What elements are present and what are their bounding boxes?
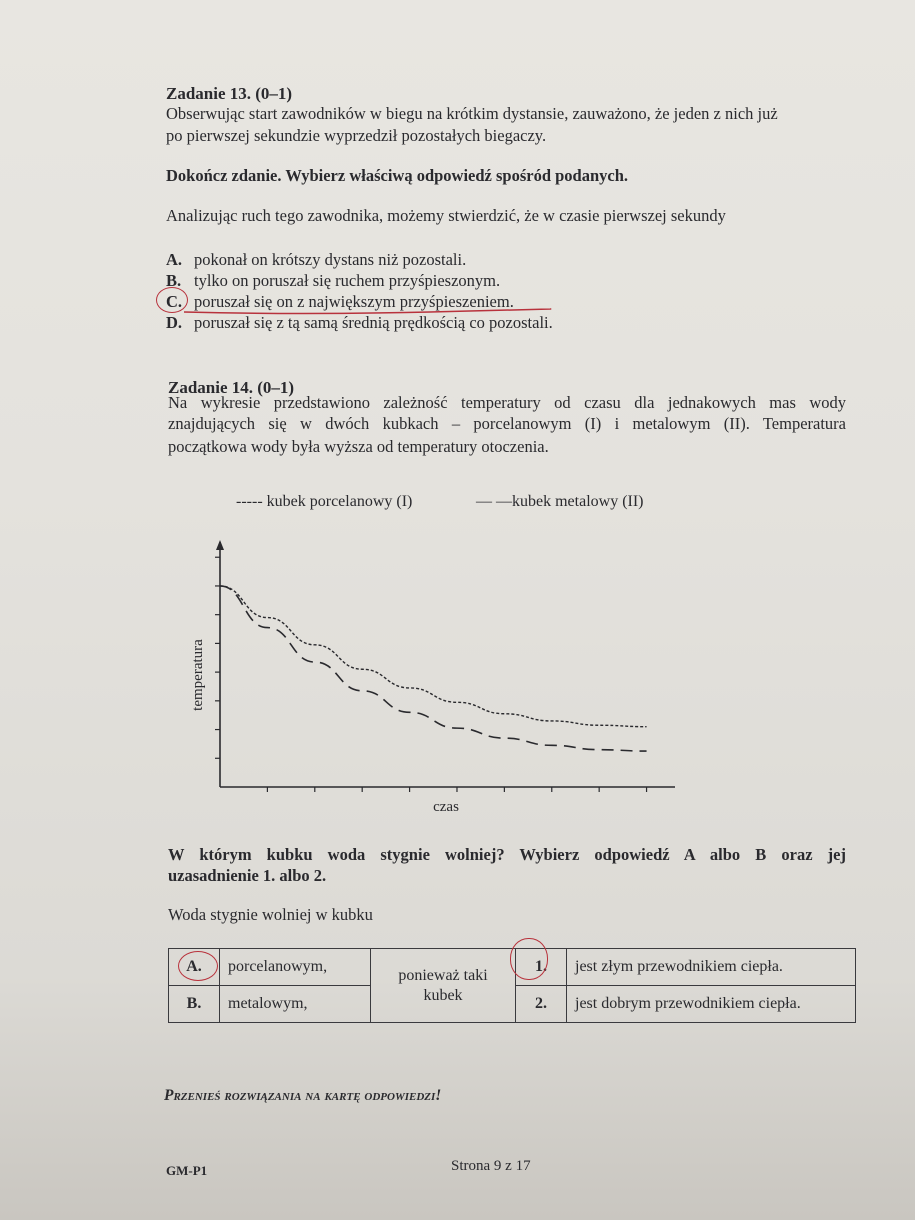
task14-question-line1: W którym kubku woda stygnie wolniej? Wybierz odpowiedź A albo B oraz jej: [168, 845, 846, 864]
task14-intro-line2: znajdujących się w dwóch kubkach – porcelanowym (I) i metalowym (II). Temperatura: [168, 414, 846, 433]
task13-intro-line1: Obserwując start zawodników w biegu na krótkim dystansie, zauważono, że jeden z nich już: [166, 104, 778, 123]
task14-title: Zadanie 14. (0–1): [168, 378, 295, 397]
y-axis-arrow: [216, 540, 224, 550]
page-number: Strona 9 z 17: [451, 1158, 531, 1174]
pen-circle-mark: [178, 951, 218, 981]
legend-porcelain: ----- kubek porcelanowy (I): [236, 493, 413, 510]
task13-option-b[interactable]: [166, 270, 500, 291]
option-text: pokonał on krótszy dystans niż pozostali.: [194, 250, 467, 269]
task14-intro-line1: Na wykresie przedstawiono zależność temperatury od czasu dla jednakowych mas wody: [168, 393, 846, 412]
task13-title: Zadanie 13. (0–1): [166, 84, 293, 103]
task14-intro-line3: początkowa wody była wyższa od temperatury otoczenia.: [168, 437, 549, 456]
task13-stem: Analizując ruch tego zawodnika, możemy stwierdzić, że w czasie pierwszej sekundy: [166, 206, 726, 225]
option-text: poruszał się on z największym przyśpieszeniem.: [194, 292, 514, 311]
option-text: poruszał się z tą samą średnią prędkością co pozostali.: [194, 313, 553, 332]
answer-b-letter[interactable]: B.: [169, 986, 220, 1023]
transfer-note: Przenieś rozwiązania na kartę odpowiedzi!: [164, 1087, 442, 1104]
answer-a-text[interactable]: porcelanowym,: [220, 949, 371, 986]
option-letter: D.: [166, 313, 183, 332]
legend-metal: — —kubek metalowy (II): [476, 493, 644, 510]
task13-instruction: Dokończ zdanie. Wybierz właściwą odpowiedź spośród podanych.: [166, 166, 629, 185]
pen-circle-mark: [510, 938, 548, 980]
answer-middle: ponieważ taki kubek: [371, 949, 516, 1023]
option-letter: C.: [166, 292, 183, 311]
answer-a-letter[interactable]: A.: [169, 949, 220, 986]
pen-underline-mark: [180, 300, 560, 320]
answer-2-number[interactable]: 2.: [516, 986, 567, 1023]
answer-b-text[interactable]: metalowym,: [220, 986, 371, 1023]
task14-question-line2: uzasadnienie 1. albo 2.: [168, 866, 327, 885]
cooling-chart: [150, 530, 710, 820]
task14-stem: Woda stygnie wolniej w kubku: [168, 905, 373, 924]
exam-code: GM-P1: [166, 1163, 208, 1178]
option-letter: B.: [166, 271, 182, 290]
task13-intro-line2: po pierwszej sekundzie wyprzedził pozostałych biegaczy.: [166, 126, 547, 145]
answer-1-number[interactable]: 1.: [516, 949, 567, 986]
series-line-metal: [220, 586, 647, 751]
y-axis-label: temperatura: [190, 639, 206, 711]
answer-2-text[interactable]: jest dobrym przewodnikiem ciepła.: [567, 986, 856, 1023]
series-line-porcelain: [220, 586, 647, 727]
option-letter: A.: [166, 250, 183, 269]
task13-option-a[interactable]: [166, 249, 466, 270]
option-text: tylko on poruszał się ruchem przyśpieszonym.: [194, 271, 501, 290]
x-axis-label: czas: [433, 799, 459, 815]
answer-1-text[interactable]: jest złym przewodnikiem ciepła.: [567, 949, 856, 986]
